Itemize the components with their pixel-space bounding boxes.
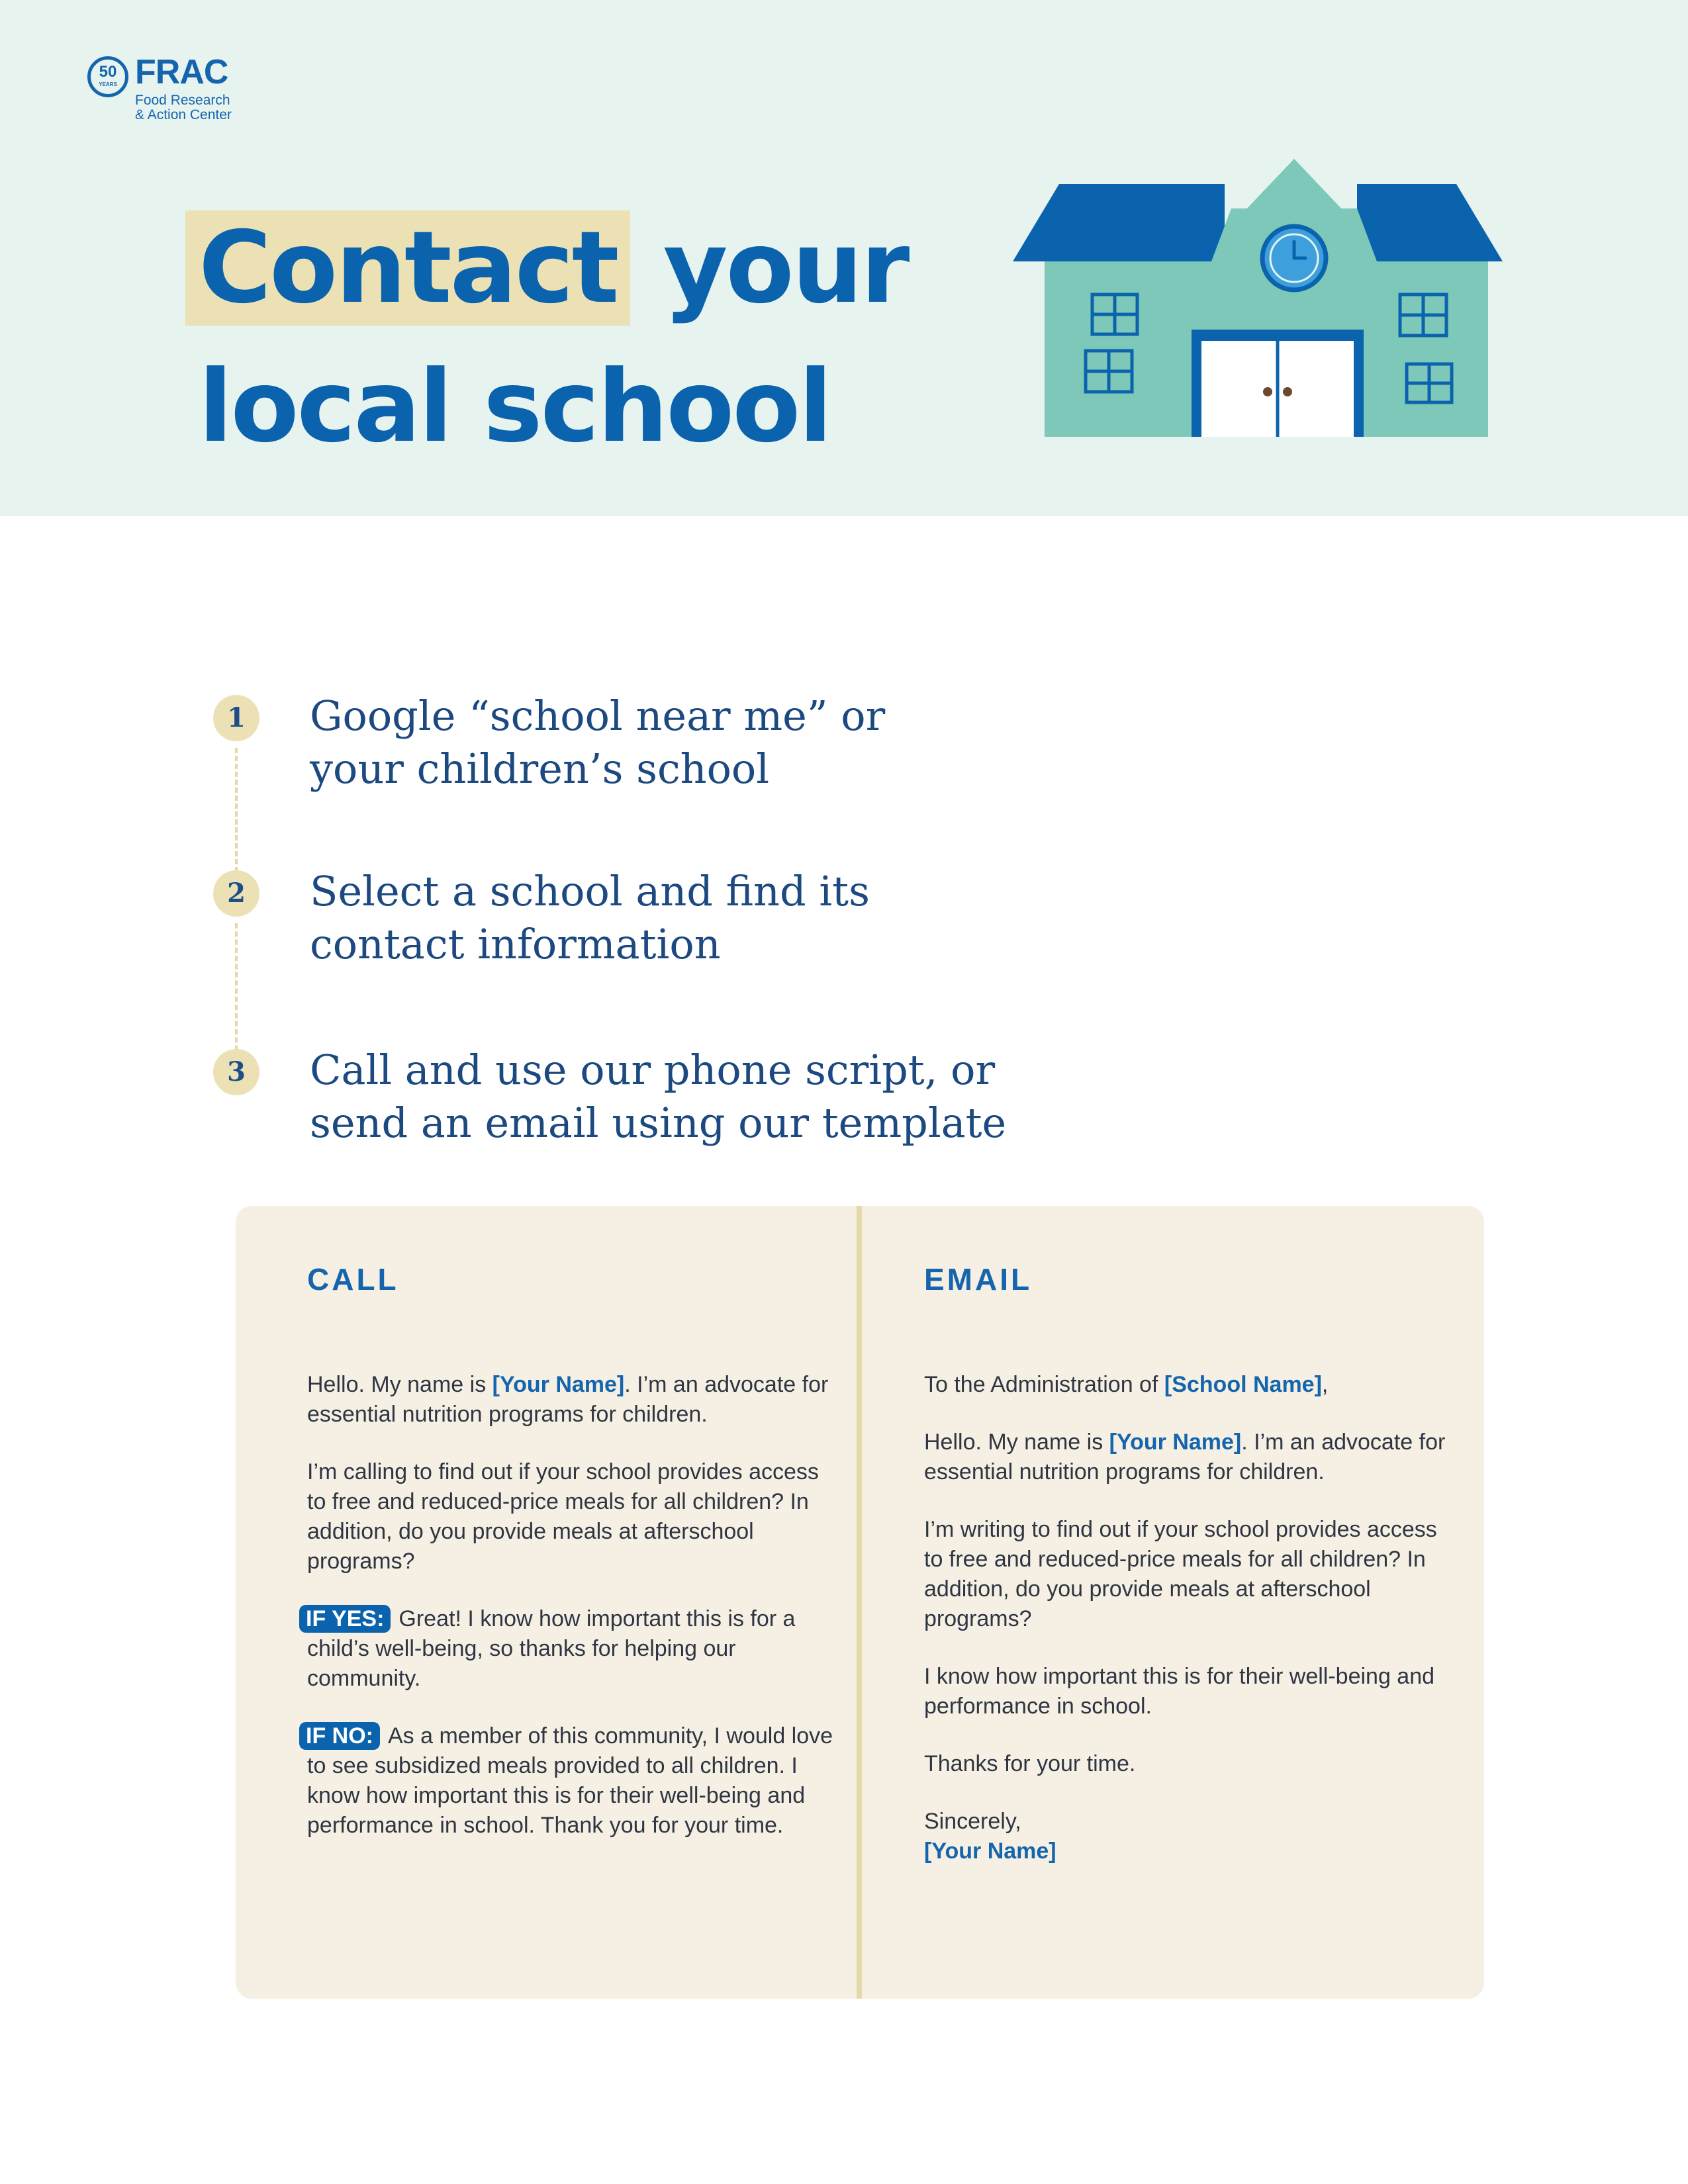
email-text: To the Administration of: [924, 1372, 1164, 1397]
title-line1: [199, 199, 908, 338]
call-paragraph: [307, 1370, 837, 1430]
if-yes-text: Great! I know how important this is for a child’s well-being, so thanks for helping our community.: [307, 1606, 796, 1691]
step-number: 1: [213, 695, 259, 741]
call-if-no: [307, 1721, 837, 1841]
badge-number: 50: [99, 63, 117, 81]
call-if-yes: [307, 1604, 837, 1694]
school-building-icon: [1013, 159, 1503, 443]
step-text-line1: Select a school and find its: [310, 867, 870, 915]
frac-logo[interactable]: [87, 53, 246, 136]
steps-list: [205, 675, 1066, 1152]
step-number: 3: [213, 1049, 259, 1095]
email-text: . I’m an advocate for essential nutrition programs for children.: [924, 1430, 1446, 1484]
step-text-line2: your children’s school: [310, 745, 770, 793]
email-signoff: [924, 1807, 1454, 1866]
brand-subtitle-line1: Food Research: [135, 93, 230, 108]
step-text: [310, 690, 1104, 796]
title-highlight: Contact: [185, 210, 630, 326]
email-paragraph: I know how important this is for their well-being and performance in school.: [924, 1664, 1435, 1719]
step-text-line2: contact information: [310, 920, 721, 968]
school-name-placeholder: [School Name]: [1164, 1372, 1322, 1397]
page-title: [199, 199, 908, 477]
email-text: ,: [1321, 1372, 1329, 1397]
fifty-years-badge-icon: [87, 56, 128, 97]
email-paragraph: [924, 1428, 1454, 1487]
badge-caption: YEARS: [99, 81, 117, 87]
call-text: Hello. My name is: [307, 1372, 492, 1397]
email-text: Hello. My name is: [924, 1430, 1109, 1455]
step-text-line1: Call and use our phone script, or: [310, 1046, 996, 1094]
your-name-placeholder: [Your Name]: [1109, 1430, 1242, 1455]
email-paragraph: I’m writing to find out if your school provides access to free and reduced-price meals for all children? In addition, do you provide meals at afterschool programs?: [924, 1517, 1437, 1631]
script-card: [236, 1206, 1484, 1999]
brand-subtitle-line2: & Action Center: [135, 107, 232, 122]
step-connector: [235, 748, 238, 880]
title-line1-rest: your: [630, 210, 908, 326]
email-template: [924, 1370, 1454, 1894]
step-text: [310, 1044, 1104, 1150]
title-line2: local school: [199, 349, 831, 465]
email-signoff-text: Sincerely,: [924, 1809, 1021, 1834]
brand-name: FRAC: [135, 53, 228, 91]
signature-placeholder: [Your Name]: [924, 1839, 1056, 1864]
column-divider: [857, 1206, 862, 1999]
if-no-text: As a member of this community, I would love to see subsidized meals provided to all children. I know how important this is for their well-being and performance in school. Thank you for your time.: [307, 1723, 833, 1838]
call-script: [307, 1370, 837, 1868]
step-text: [310, 865, 1104, 971]
call-paragraph: I’m calling to find out if your school provides access to free and reduced-price meals for all children? In addition, do you provide meals at afterschool programs?: [307, 1459, 819, 1574]
step-text-line1: Google “school near me” or: [310, 692, 886, 740]
step-text-line2: send an email using our template: [310, 1099, 1007, 1147]
if-yes-tag: IF YES:: [299, 1605, 391, 1633]
if-no-tag: IF NO:: [299, 1722, 380, 1750]
call-heading: CALL: [307, 1262, 399, 1297]
call-text: . I’m an advocate for essential nutrition programs for children.: [307, 1372, 829, 1427]
your-name-placeholder: [Your Name]: [492, 1372, 625, 1397]
brand-subtitle: [135, 93, 281, 122]
step-number: 2: [213, 870, 259, 917]
email-paragraph: Thanks for your time.: [924, 1751, 1136, 1776]
email-salutation: [924, 1370, 1454, 1400]
email-heading: EMAIL: [924, 1262, 1033, 1297]
step-connector: [235, 923, 238, 1059]
header-banner: [0, 0, 1688, 516]
